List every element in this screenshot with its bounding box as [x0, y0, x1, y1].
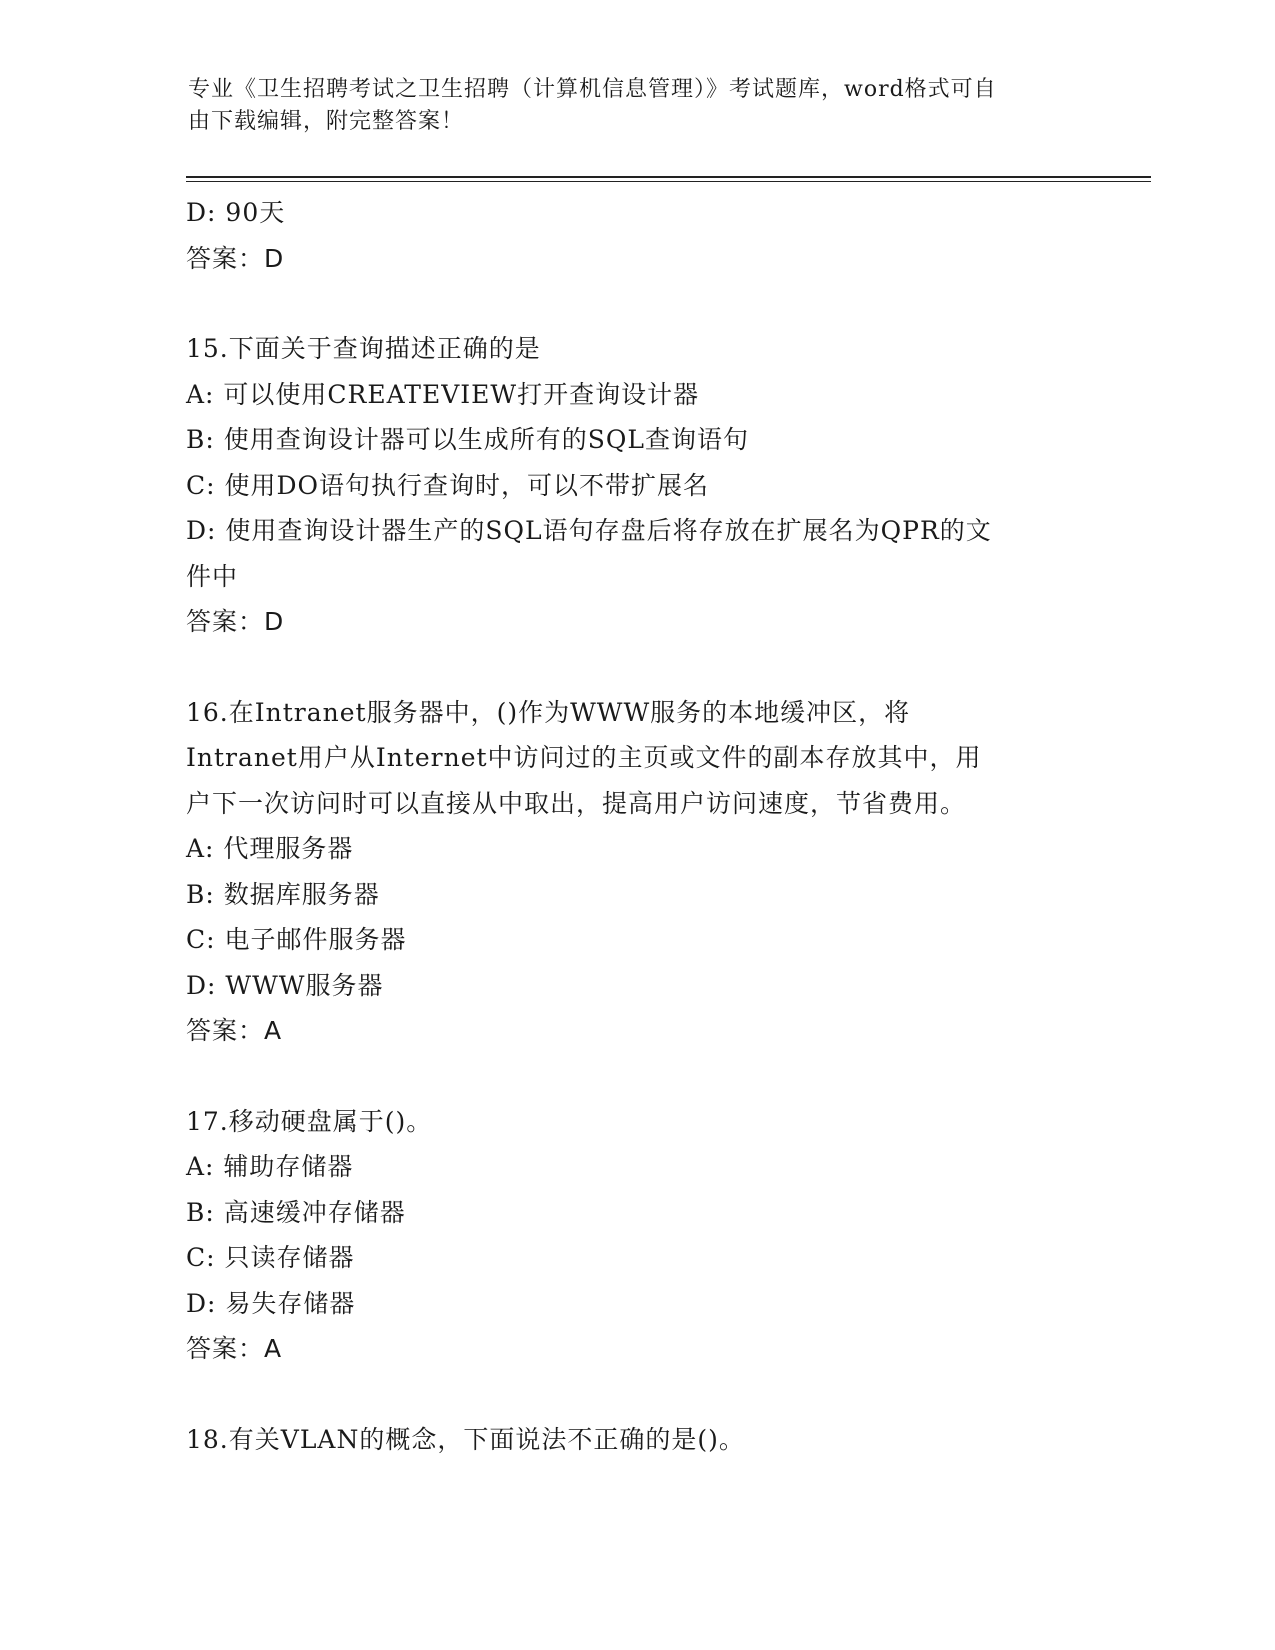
question-17 [186, 1099, 1086, 1372]
option-d: D: 使用查询设计器生产的SQL语句存盘后将存放在扩展名为QPR的文 [186, 516, 992, 545]
question-stem-continued: Intranet用户从Internet中访问过的主页或文件的副本存放其中，用 [186, 743, 982, 772]
page-header [188, 74, 1088, 138]
option-b: B: 高速缓冲存储器 [186, 1197, 406, 1227]
question-stem-continued: 户下一次访问时可以直接从中取出，提高用户访问速度，节省费用。 [186, 788, 967, 818]
question-stem: 18.有关VLAN的概念，下面说法不正确的是()。 [186, 1424, 745, 1454]
answer-line: 答案：A [186, 1334, 283, 1363]
option-c: C: 使用DO语句执行查询时，可以不带扩展名 [186, 470, 710, 500]
question-18 [186, 1417, 1086, 1463]
question-stem: 15.下面关于查询描述正确的是 [186, 334, 541, 363]
answer-line: 答案：D [186, 607, 285, 636]
question-16 [186, 690, 1086, 1054]
option-b: B: 使用查询设计器可以生成所有的SQL查询语句 [186, 425, 749, 454]
option-a: A: 代理服务器 [186, 834, 354, 863]
option-d: D: 易失存储器 [186, 1288, 356, 1318]
option-b: B: 数据库服务器 [186, 879, 380, 909]
option-d-continued: 件中 [186, 561, 239, 591]
header-rule-thin [186, 181, 1151, 182]
question-stem: 17.移动硬盘属于()。 [186, 1106, 433, 1136]
header-rule [186, 176, 1151, 178]
header-line-1: 专业《卫生招聘考试之卫生招聘（计算机信息管理）》考试题库，word格式可自 [188, 77, 997, 102]
option-d: D: WWW服务器 [186, 970, 384, 1000]
answer-line: 答案：D [186, 243, 285, 273]
option-a: A: 辅助存储器 [186, 1152, 354, 1181]
question-15 [186, 326, 1086, 645]
question-stem: 16.在Intranet服务器中，()作为WWW服务的本地缓冲区，将 [186, 697, 911, 727]
answer-line: 答案：A [186, 1016, 283, 1045]
header-line-2: 由下载编辑，附完整答案！ [188, 109, 465, 134]
option-c: C: 只读存储器 [186, 1243, 355, 1272]
document-body [186, 190, 1086, 1462]
option-d: D: 90天 [186, 198, 286, 227]
option-a: A: 可以使用CREATEVIEW打开查询设计器 [186, 379, 700, 409]
option-c: C: 电子邮件服务器 [186, 925, 407, 954]
